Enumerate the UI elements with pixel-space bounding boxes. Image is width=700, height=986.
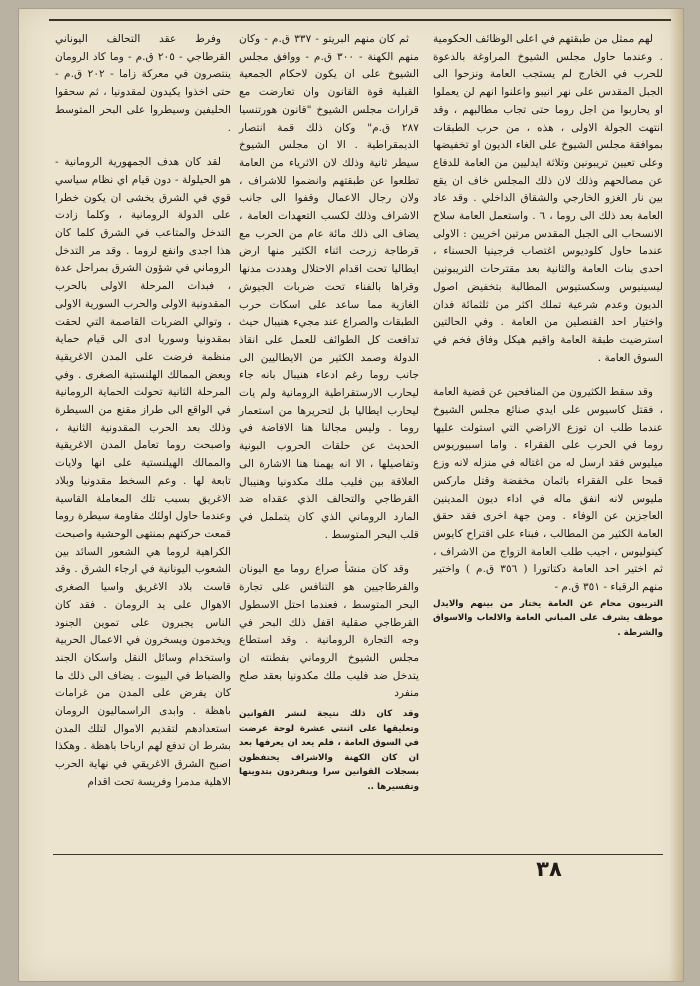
paragraph: وقد كان منشأ صراع روما مع اليونان والقرطاجيين هو التنافس على تجارة البحر المتوسط ، فعندما احتل الاسطول القرطاجي صقلية اقفل ذلك البحر في وجه التجارة الرومانية . وقد استطاع مجلس الشيوخ الروماني بفطنته ان يتدخل ضد فليب ملك مكدونيا بعقد صلح منفرد — [239, 563, 419, 700]
footnote: التريبون محام عن العامة يختار من بينهم والايدل موظف يشرف على المباني العامة والالعاب والاسواق والشرطة . — [433, 598, 663, 638]
paragraph: وقد سقط الكثيرون من المنافحين عن قضية العامة ، فقتل كاسيوس على ايدي صنائع مجلس الشيوخ عندما طلب ان توزع الاراضي التي استولت عليها روما في الحرب على الفقراء . واما اسبيوريوس ميليوس فقد ارسل له من اغتاله في منزله لانه وزع قمحا على الفقراء باثمان مخفضة وقتل ماركس مليوس لانه انفق ماله في اداء ديون المدينين العاجزين عن الوفاء . ومن جهة اخرى فقد حقق العامة الكثير من المطالب ، فبناء على اقتراح كايوس كينوليوس ، اجيب طلب العامة الزواج من الاشراف ، ثم اختير احد العامة دكتاتورا ( ٣٥٦ ق.م ) واختير منهم الرقباء - ٣٥١ ق.م - — [433, 386, 663, 594]
footnote: وقد كان ذلك نتيجة لنشر القوانين وتعليقها على اثنتي عشرة لوحة عرضت في السوق العامة ، فلم يعد ان يعرفها بعد ان كان الكهنة والاشراف يحتفظون بسجلات القوانين سرا وينفردون بتدوينها وتفسيرها .. — [239, 709, 419, 792]
paragraph: لقد كان هدف الجمهورية الرومانية - هو الحيلولة - دون قيام اي نظام سياسي قوي في الشرق يخشى ان يكون خطرا على الدولة الرومانية ، وكلما زادت التدخل والمتاعب في الشرق كلما كان هذا اجدى وانفع لروما . وقد مر التدخل الروماني في شؤون الشرق بمراحل عدة ، فبدات المرحلة الاولى بالحرب المقدونية الاولى والحرب السورية الاولى ، وتوالي الضربات القاصمة التي لحقت بمقدونيا وسوريا ادى الى قيام حماية منظمة فرضت على المدن الاغريقية وبعض الممالك الهلنستية الصغرى . وفي المرحلة الثانية تحولت الحماية الرومانية في الواقع الى طراز مقنع من السيطرة وذلك بعد الحرب المقدونية الثانية ، واصبحت روما تعامل المدن الاغريقية والممالك الهيلنستية على انها ولايات تابعة لها . وعم السخط مقدونيا وبلاد الاغريق بسبب تلك المعاملة القاسية وعندما حاول اولئك مقاومة سيطرة روما قمعت حركتهم بمنتهى الوحشية واصبحت الكراهية لروما هي الشعور السائد بين الشعوب اليونانية في ارجاء الشرق . وقد قاست بلاد الاغريق واسيا الصغرى الاهوال على يد الرومان . فقد كان الناس يجبرون على تموين الجنود ويخدمون ويسخرون في الاعمال الحربية واستخدام وسائل النقل واسكان الجند والضباط في البيوت . يضاف الى ذلك ما كان يفرض على المدن من غرامات باهظة . وابدى الراسماليون الرومان استعدادهم لتقديم الاموال لتلك المدن بشرط ان تدفع لهم ارباحا باهظة . وهكذا اصبح الشرق الاغريقي في نهاية الحرب الاهلية مدمرا وفريسة تحت اقدام — [55, 156, 231, 788]
bottom-rule — [53, 854, 663, 855]
top-rule — [49, 19, 671, 21]
column-right — [433, 31, 663, 641]
column-middle — [239, 31, 419, 795]
column-left — [55, 31, 231, 792]
page-number: ٣٨ — [536, 857, 562, 881]
paragraph: لهم ممثل من طبقتهم في اعلى الوظائف الحكومية . وعندما حاول مجلس الشيوخ المراوغة بالدعوة للحرب في الخارج لم يستجب العامة ونزحوا الى الجبل المقدس على نهر انيبو واعلنوا انهم لن يعملوا او يحاربوا من اجل روما حتى تجاب مطالبهم ، وقد انتهت الجولة الاولى ، هذه ، من حرب الطبقات بموافقة مجلس الشيوخ على الغاء الديون او تخفيضها وعلى تعيين تريبونين وتلاثة ايدليين من العامة للدفاع عن مصالحهم وذلك لان ذلك المجلس خاف ان يقع بين نار الغزو الخارجي والشقاق الداخلي . وقد عاد العامة بعد ذلك الى روما ، ٦ . واستعمل العامة سلاح الانسحاب الى الجبل المقدس مرتين اخريين : الاولى عندما حاول كلوديوس اغتصاب فرجينيا الحسناء ، احدى بنات العامة والثانية بعد مقترحات التريبونين ليسينيوس وسكستيوس المطالبة بتخفيض اصول الديون وعدم شرعية تملك اكثر من ثلثمائة فدان واختيار احد القنصلين من العامة . وفي الحالتين استرضيت طبقة العامة واقيم هيكل وفاق فخم في السوق العامة . — [433, 33, 663, 364]
paragraph: ثم كان منهم البريتو - ٣٣٧ ق.م - وكان منهم الكهنة - ٣٠٠ ق.م - ووافق مجلس الشيوخ على ان يكون لاحكام الجمعية القبلية قوة القانون وان تعارضت مع قرارات مجلس الشيوخ "قانون هورتنسيا ٢٨٧ ق.م" وكان ذلك قمة انتصار الديمقراطية . الا ان مجلس الشيوخ سيطر ثانية وذلك لان الاثرياء من العامة تطلعوا عن طبقتهم وانضموا للاشراف ، ولان رجال الاعمال وقفوا الى جانب الاشراف وذلك لكسب التعهدات العامة ، يضاف الى ذلك مائة عام من الحرب مع قرطاجة زرحت اثناء الكثير منها ارض ايطاليا تحت اقدام الاحتلال وهددت مدنها وقراها بالفناء تحت ضربات الجيوش الغازية مما ساعد على اسكات حرب الطبقات والصراع عند مجيء هنيبال حيث تدافعت كل الطوائف للعمل على انقاذ الدولة وصمد الكثير من الايطاليين الى جانب روما رغم ادعاء هنيبال بانه جاء ليحارب الارستقراطية الرومانية ولم يات ليحارب ايطاليا بل لتحريرها من استعمار روما . وليس مجالنا هنا الافاضة في الحديث عن حلقات الحروب البونية وتفاصيلها ، الا انه يهمنا هنا الاشارة الى العلاقة بين فليب ملك مكدونيا وهنيبال القرطاجي والتحالف الذي عقداه ضد المارد الروماني الذي كان يتململ في قلب البحر المتوسط . — [239, 33, 419, 541]
page-edge-shading — [669, 9, 683, 981]
magazine-page — [18, 8, 684, 982]
paragraph: وفرط عقد التحالف اليوناني القرطاجي - ٢٠٥ ق.م - وما كاد الرومان ينتصرون في معركة زاما - ٢٠٢ ق.م - حتى اخذوا يكيدون لمقدونيا ، ثم سحقوا الحليفين وسيطروا على البحر المتوسط . — [55, 33, 231, 134]
